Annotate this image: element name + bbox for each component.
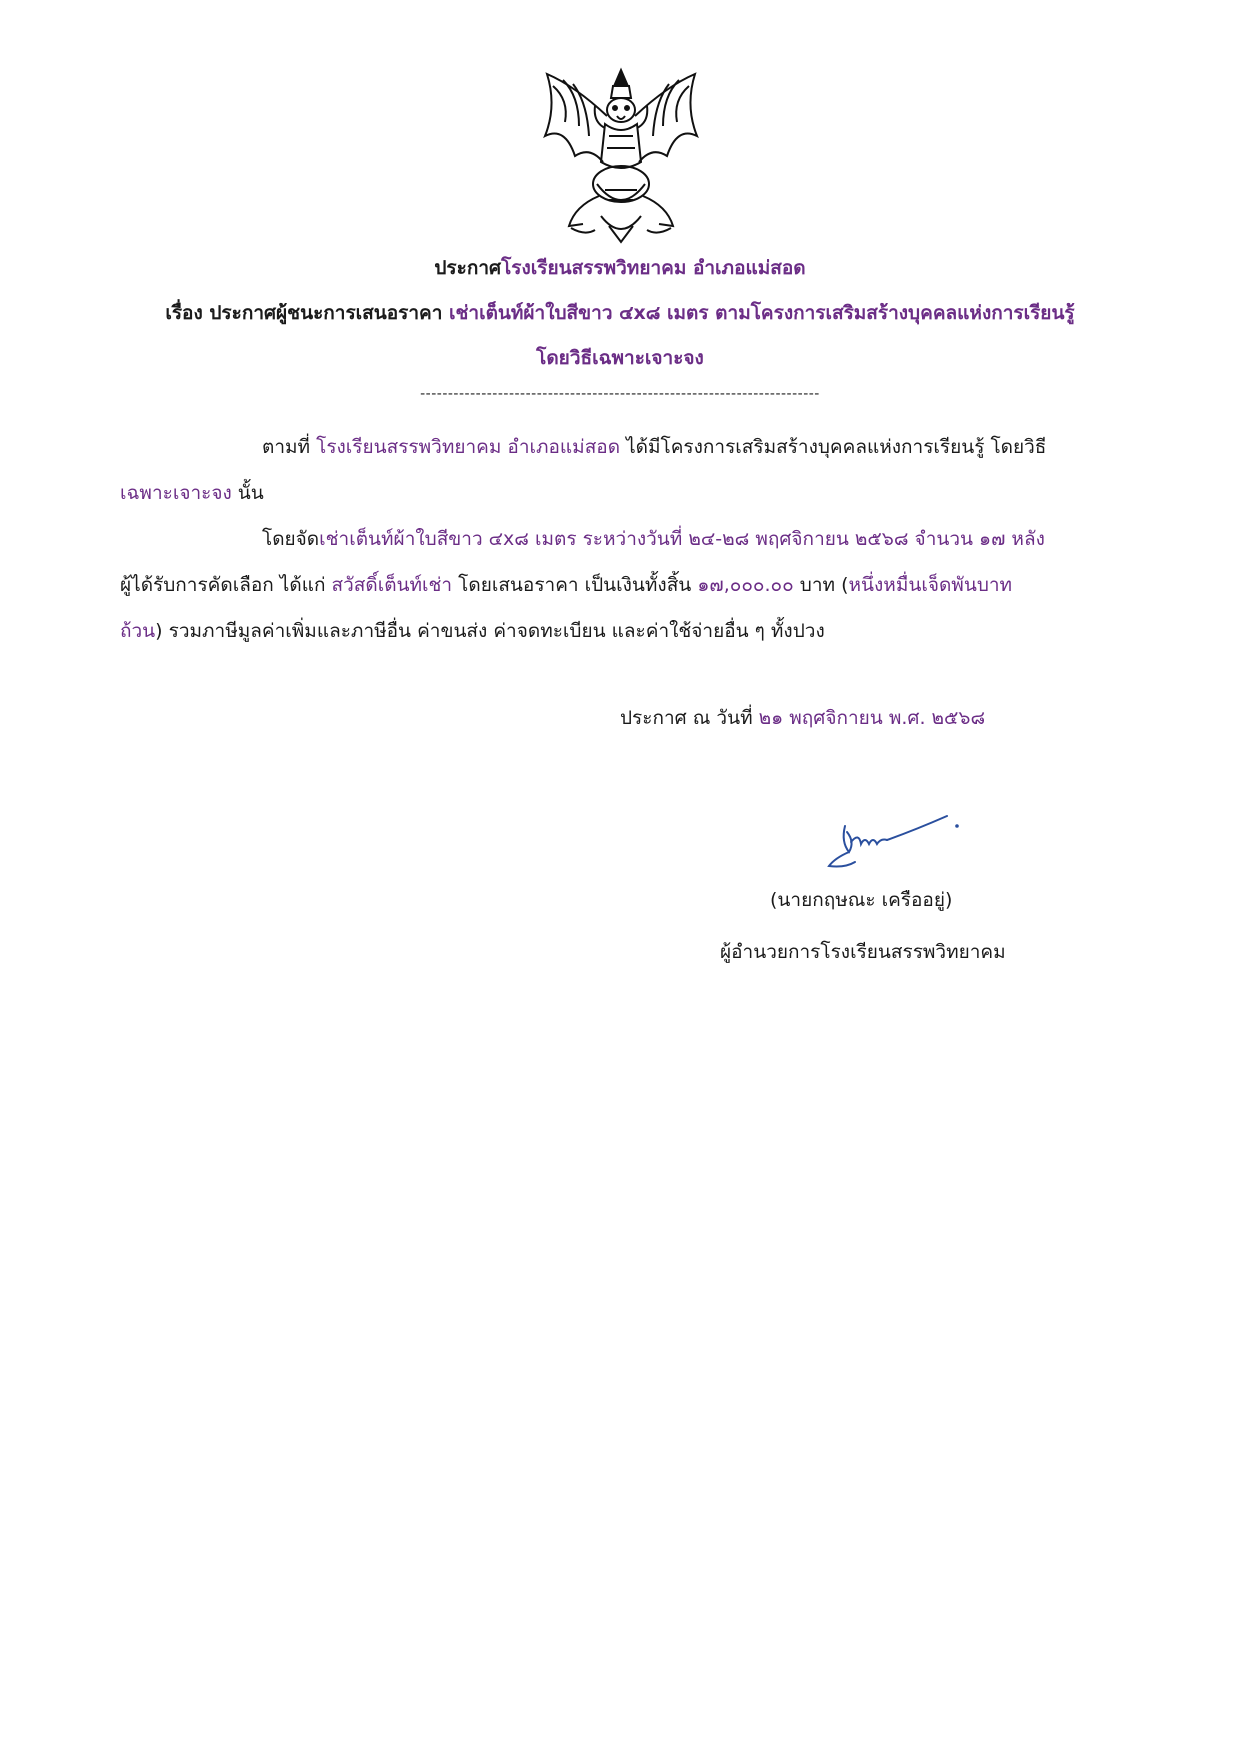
subject-item: เช่าเต็นท์ผ้าใบสีขาว ๔x๘ เมตร ตามโครงการเสริมสร้างบุคคลแห่งการเรียนรู้ [449, 302, 1075, 324]
winner-name: สวัสดิ์เต็นท์เช่า [331, 574, 453, 596]
signatory-position: ผู้อำนวยการโรงเรียนสรรพวิทยาคม [720, 941, 1006, 963]
school-name-inline: โรงเรียนสรรพวิทยาคม อำเภอแม่สอด [316, 436, 621, 458]
text-segment: โดยจัด [262, 528, 320, 550]
text-segment: ตามที่ [262, 436, 317, 458]
paragraph-2-line-1 [262, 524, 1045, 554]
announcement-title [0, 253, 1240, 283]
price-amount: ๑๗,๐๐๐.๐๐ [697, 574, 794, 596]
price-in-words-end: ถ้วน [120, 620, 156, 642]
text-segment: ) รวมภาษีมูลค่าเพิ่มและภาษีอื่น ค่าขนส่ง ค่าจดทะเบียน และค่าใช้จ่ายอื่น ๆ ทั้งปวง [155, 620, 825, 642]
announcement-subject [0, 298, 1240, 328]
date-label: ประกาศ ณ วันที่ [620, 707, 759, 729]
announcement-date [620, 703, 985, 733]
paragraph-2-line-2 [120, 570, 1012, 600]
method-inline: เฉพาะเจาะจง [120, 482, 232, 504]
date-value: ๒๑ พฤศจิกายน พ.ศ. ๒๕๖๘ [758, 707, 986, 729]
text-segment: โดยเสนอราคา เป็นเงินทั้งสิ้น [452, 574, 698, 596]
garuda-emblem-icon [535, 66, 707, 246]
signatory-name: (นายกฤษณะ เครืออยู่) [770, 889, 953, 911]
paragraph-1-line-1 [262, 432, 1046, 462]
handwritten-signature-icon [815, 812, 965, 872]
text-segment: ได้มีโครงการเสริมสร้างบุคคลแห่งการเรียนรู้ โดยวิธี [620, 436, 1047, 458]
divider: ------------------------------------------------------------------------ [420, 386, 820, 402]
title-prefix: ประกาศ [434, 257, 502, 279]
paragraph-1-line-2 [120, 478, 264, 508]
procurement-method: โดยวิธีเฉพาะเจาะจง [536, 347, 704, 369]
school-name: โรงเรียนสรรพวิทยาคม อำเภอแม่สอด [501, 257, 806, 279]
subject-prefix: เรื่อง ประกาศผู้ชนะการเสนอราคา [165, 302, 450, 324]
text-segment: ผู้ได้รับการคัดเลือก ได้แก่ [120, 574, 332, 596]
price-in-words: หนึ่งหมื่นเจ็ดพันบาท [848, 574, 1013, 596]
text-segment: นั้น [231, 482, 264, 504]
paragraph-2-line-3 [120, 616, 825, 646]
text-segment: บาท ( [793, 574, 849, 596]
item-detail: เช่าเต็นท์ผ้าใบสีขาว ๔x๘ เมตร ระหว่างวันที่ ๒๔-๒๘ พฤศจิกายน ๒๕๖๘ จำนวน ๑๗ หลัง [319, 528, 1045, 550]
